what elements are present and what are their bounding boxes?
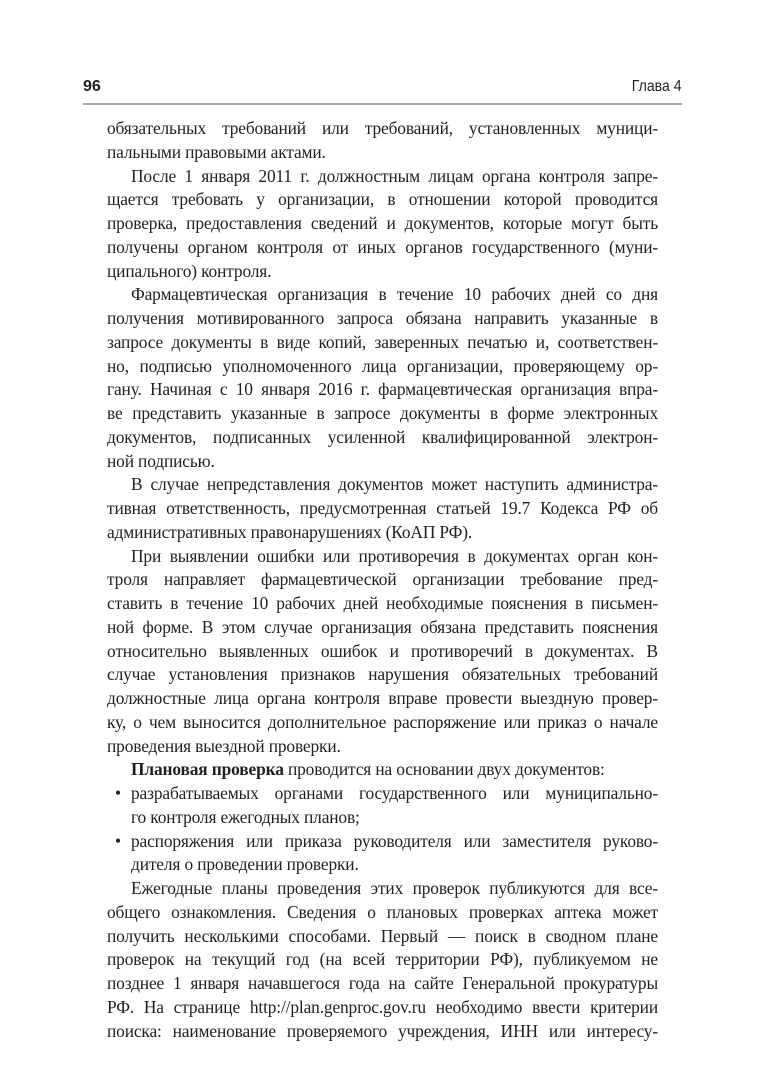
text-line <box>107 117 658 141</box>
text-line <box>107 307 658 331</box>
line-text: ве представить указанные в запросе документы в форме электронных <box>107 403 658 423</box>
text-line <box>107 497 658 521</box>
chapter-title: Глава 4 <box>632 78 682 95</box>
line-text: общего ознакомления. Сведения о плановых проверках аптека может <box>107 901 658 922</box>
bold-term: Плановая проверка <box>131 759 284 780</box>
text-line <box>107 450 658 474</box>
bullet-icon: • <box>115 830 121 851</box>
line-text: случае установления признаков нарушения обязательных требований <box>107 664 658 685</box>
line-text: распоряжения или приказа руководителя или заместителя руково- <box>131 830 658 851</box>
text-line <box>107 545 658 569</box>
line-text: троля направляет фармацевтической организации требование пред- <box>107 569 658 590</box>
text-line <box>107 806 658 830</box>
line-text: относительно выявленных ошибок и противоречий в документах. В <box>107 640 658 661</box>
page-body-text <box>107 117 658 1043</box>
line-text: поиска: наименование проверяемого учреждения, ИНН или интересу- <box>107 1020 658 1041</box>
running-header <box>83 78 682 100</box>
text-line <box>107 141 658 165</box>
text-line <box>107 521 658 545</box>
line-text: го контроля ежегодных планов; <box>131 806 360 827</box>
line-text: ку, о чем выносится дополнительное распоряжение или приказ о начале <box>107 711 658 732</box>
line-text: РФ. На странице http://plan.genproc.gov.ru необходимо ввести критерии <box>107 996 658 1017</box>
line-text: проведения выездной проверки. <box>107 735 341 756</box>
line-text: ставить в течение 10 рабочих дней необходимые пояснения в письмен- <box>107 593 658 613</box>
line-text: Ежегодные планы проведения этих проверок публикуются для все- <box>131 878 658 898</box>
text-line <box>107 283 658 307</box>
text-line <box>107 711 658 735</box>
line-text: разрабатываемых органами государственного или муниципально- <box>131 783 658 803</box>
text-line <box>107 901 658 925</box>
text-line <box>107 260 658 284</box>
line-text: позднее 1 января начавшегося года на сайте Генеральной прокуратуры <box>107 973 658 993</box>
line-text: получены органом контроля от иных органов государственного (муни- <box>107 236 658 257</box>
line-text: запросе документы в виде копий, заверенных печатью и, соответствен- <box>107 331 658 352</box>
line-text: проверка, предоставления сведений и документов, которые могут быть <box>107 213 658 233</box>
line-text: проверок на текущий год (на всей территории РФ), публикуемом не <box>107 949 658 970</box>
line-text: После 1 января 2011 г. должностным лицам органа контроля запре- <box>131 165 658 186</box>
bullet-list-item-line <box>107 782 658 806</box>
line-text: дителя о проведении проверки. <box>131 854 359 875</box>
text-line <box>107 165 658 189</box>
line-text: документов, подписанных усиленной квалифицированной электрон- <box>107 426 658 447</box>
line-text: ной форме. В этом случае организация обязана представить пояснения <box>107 616 658 637</box>
line-text: тивная ответственность, предусмотренная статьей 19.7 Кодекса РФ об <box>107 498 658 518</box>
line-text: административных правонарушениях (КоАП РФ). <box>107 521 473 542</box>
line-text: должностные лица органа контроля вправе провести выездную провер- <box>107 688 658 708</box>
text-line <box>107 592 658 616</box>
line-text: проводится на основании двух документов: <box>283 759 605 780</box>
text-line <box>107 877 658 901</box>
line-text: обязательных требований или требований, установленных муници- <box>107 118 658 138</box>
text-line <box>107 402 658 426</box>
text-line <box>107 212 658 236</box>
text-line <box>107 853 658 877</box>
text-line <box>107 640 658 664</box>
text-line <box>107 568 658 592</box>
text-line <box>107 188 658 212</box>
line-text: пальными правовыми актами. <box>107 141 326 162</box>
line-text: гану. Начиная с 10 января 2016 г. фармацевтическая организация впра- <box>107 379 658 400</box>
text-line <box>107 426 658 450</box>
bullet-icon: • <box>115 783 121 803</box>
text-line <box>107 236 658 260</box>
line-text: получения мотивированного запроса обязана направить указанные в <box>107 308 658 328</box>
text-line <box>107 996 658 1020</box>
text-line <box>107 473 658 497</box>
text-line <box>107 1020 658 1044</box>
text-line <box>107 616 658 640</box>
text-line <box>107 735 658 759</box>
text-line <box>107 331 658 355</box>
text-line <box>107 972 658 996</box>
line-text: щается требовать у организации, в отношении которой проводится <box>107 189 658 210</box>
text-line <box>107 687 658 711</box>
line-text: но, подписью уполномоченного лица организации, проверяющему ор- <box>107 355 658 376</box>
header-rule <box>83 103 682 105</box>
page-number: 96 <box>83 78 101 95</box>
line-text: ной подписью. <box>107 450 215 471</box>
line-text: Фармацевтическая организация в течение 10 рабочих дней со дня <box>131 284 658 305</box>
text-line <box>107 355 658 379</box>
text-line <box>107 663 658 687</box>
bullet-list-item-line <box>107 830 658 854</box>
text-line <box>107 758 658 782</box>
line-text: ципального) контроля. <box>107 260 272 281</box>
line-text: В случае непредставления документов может наступить администра- <box>131 474 658 495</box>
line-text: получить несколькими способами. Первый — поиск в сводном плане <box>107 925 658 946</box>
text-line <box>107 925 658 949</box>
line-text: При выявлении ошибки или противоречия в документах орган кон- <box>131 545 658 566</box>
text-line <box>107 378 658 402</box>
text-line <box>107 948 658 972</box>
